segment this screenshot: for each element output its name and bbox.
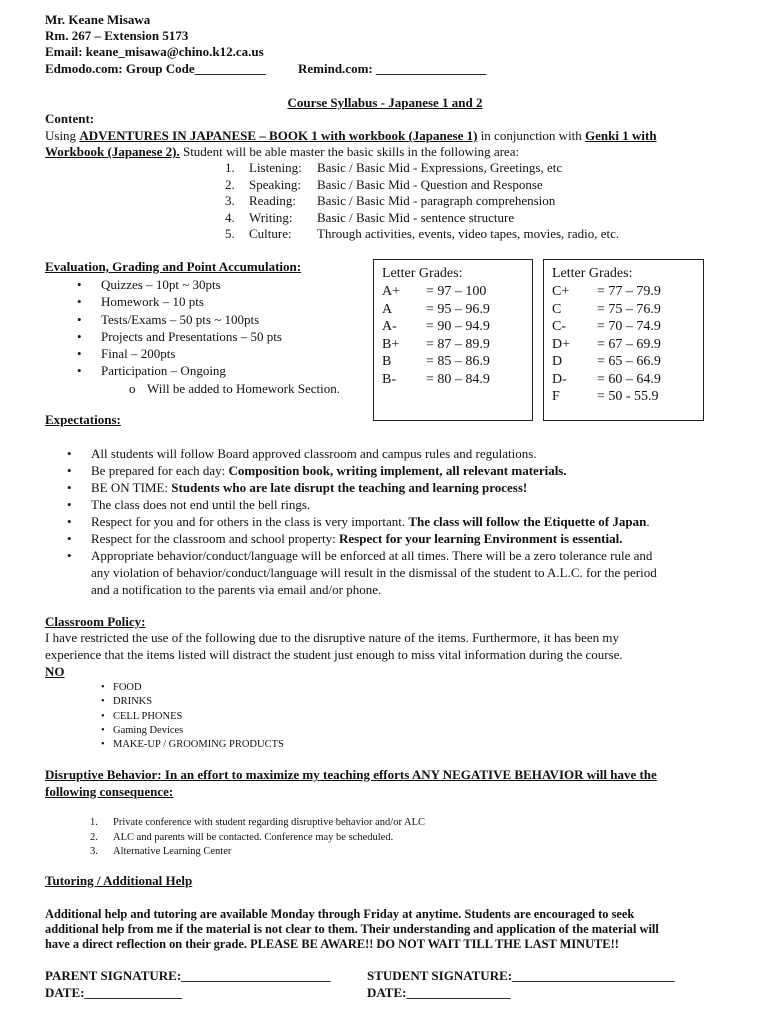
tutoring-text-line: have a direct reflection on their grade. PLEASE BE AWARE!! DO NOT WAIT TILL THE LAST MINUTE!! (45, 937, 619, 951)
content-text: Student will be able master the basic skills in the following area: (179, 144, 520, 159)
policy-item: • DRINKS (101, 696, 153, 708)
expectation-text: Be prepared for each day: (91, 463, 229, 478)
grade-letter: D (552, 354, 563, 369)
disruptive-heading: Disruptive Behavior: In an effort to maximize my teaching efforts ANY NEGATIVE BEHAVIOR will have the (45, 767, 657, 782)
content-line-1 (45, 128, 657, 144)
grade-range: = 77 – 79.9 (597, 284, 661, 299)
skill-number: 4. (225, 209, 235, 225)
grade-range: = 95 – 96.9 (426, 301, 490, 317)
skill-number: 3. (225, 193, 235, 208)
expectation-item: • Be prepared for each day: Composition book, writing implement, all relevant materials. (67, 463, 567, 478)
page-title: Course Syllabus - Japanese 1 and 2 (287, 95, 483, 110)
grade-range: = 85 – 86.9 (426, 354, 490, 369)
evaluation-item-text: Homework – 10 pts (101, 294, 204, 310)
evaluation-item: • Final – 200pts (77, 346, 176, 362)
room-extension: Rm. 267 – Extension 5173 (45, 28, 189, 43)
expectation-item: • BE ON TIME: Students who are late disrupt the teaching and learning process! (67, 480, 528, 495)
content-heading: Content: (45, 111, 95, 126)
skill-number: 2. (225, 176, 235, 192)
grade-letter: B- (382, 371, 396, 387)
expectation-text: and a notification to the parents via email and/or phone. (91, 582, 382, 597)
expectation-text: Respect for the classroom and school property: (91, 531, 340, 546)
evaluation-item: • Tests/Exams – 50 pts ~ 100pts (77, 311, 260, 327)
grade-range: = 87 – 89.9 (426, 336, 490, 352)
evaluation-item: • Projects and Presentations – 50 pts (77, 328, 282, 344)
expectation-text: any violation of behavior/conduct/language will result in the dismissal of the student to A.L.C. for the period (91, 565, 657, 580)
disruptive-heading-cont: following consequence: (45, 784, 174, 799)
content-line-2 (45, 144, 519, 160)
student-signature-field[interactable]: STUDENT SIGNATURE:_________________________ (367, 968, 675, 983)
evaluation-item: • Quizzes – 10pt ~ 30pts (77, 277, 221, 292)
expectation-text: The class does not end until the bell rings. (91, 497, 311, 512)
letter-grades-box-1 (373, 259, 533, 421)
evaluation-item-text: Final – 200pts (101, 346, 176, 362)
edmodo-code: Edmodo.com: Group Code___________ (45, 61, 267, 76)
expectation-text: Respect for you and for others in the class is very important. (91, 514, 409, 529)
expectation-item: • Appropriate behavior/conduct/language will be enforced at all times. There will be a zero tolerance rule and (67, 548, 653, 563)
expectation-item: • All students will follow Board approved classroom and campus rules and regulations. (67, 446, 537, 461)
skill-name: Speaking: (249, 176, 301, 192)
policy-item-text: FOOD (113, 682, 142, 693)
skill-number: 5. (225, 226, 235, 241)
expectation-item: • Respect for you and for others in the class is very important. The class will follow the Etiquette of Japan. (67, 514, 650, 529)
tutoring-text-line: Additional help and tutoring are available Monday through Friday at anytime. Students are encouraged to seek (45, 907, 635, 921)
consequence-text: Private conference with student regarding disruptive behavior and/or ALC (113, 817, 425, 828)
grade-letter: A+ (382, 284, 401, 299)
expectation-emphasis: Composition book, writing implement, all relevant materials. (228, 463, 567, 478)
expectation-item: • The class does not end until the bell rings. (67, 497, 311, 512)
consequence-number: 3. (90, 846, 98, 857)
policy-item: • CELL PHONES (101, 710, 183, 722)
policy-item-text: DRINKS (113, 696, 153, 708)
skill-desc: Basic / Basic Mid - Expressions, Greetings, etc (317, 160, 563, 175)
grade-letter: C- (552, 319, 566, 334)
skill-desc: Basic / Basic Mid - Question and Response (317, 176, 543, 192)
grade-range: = 80 – 84.9 (426, 371, 490, 387)
expectations-list (67, 445, 657, 598)
expectation-emphasis: Students who are late disrupt the teaching and learning process! (171, 480, 528, 495)
grade-letter: C (552, 301, 562, 317)
evaluation-item-text: Participation – Ongoing (101, 363, 226, 379)
evaluation-item-text: Tests/Exams – 50 pts ~ 100pts (101, 311, 260, 327)
expectations-heading: Expectations: (45, 412, 121, 427)
expectation-emphasis: The class will follow the Etiquette of Japan (408, 514, 647, 529)
skill-desc: Basic / Basic Mid - paragraph comprehension (317, 193, 556, 208)
letter-grades-heading: Letter Grades: (382, 266, 463, 281)
policy-item: • MAKE-UP / GROOMING PRODUCTS (101, 739, 284, 751)
content-text: Using (45, 128, 80, 143)
expectation-continuation (91, 581, 657, 598)
parent-date-field[interactable]: DATE:_______________ (45, 985, 182, 1000)
skill-desc: Through activities, events, video tapes, movies, radio, etc. (317, 226, 620, 241)
evaluation-item-text: Projects and Presentations – 50 pts (101, 328, 282, 344)
policy-item-text: Gaming Devices (113, 724, 184, 736)
policy-items-list (101, 681, 284, 752)
grade-range: = 90 – 94.9 (426, 319, 490, 334)
consequence-number: 2. (90, 831, 98, 843)
expectation-text: BE ON TIME: (91, 480, 172, 495)
expectation-text: . (646, 514, 650, 529)
teacher-name: Mr. Keane Misawa (45, 12, 151, 27)
evaluation-item: • Participation – Ongoing (77, 363, 226, 379)
policy-item-text: CELL PHONES (113, 710, 183, 722)
teacher-email: Email: keane_misawa@chino.k12.ca.us (45, 44, 264, 59)
grade-letter: F (552, 389, 560, 404)
grade-range: = 60 – 64.9 (597, 371, 661, 387)
skill-number: 1. (225, 160, 235, 175)
evaluation-subitem: o Will be added to Homework Section. (129, 380, 340, 396)
policy-heading: Classroom Policy: (45, 614, 146, 629)
grade-letter: A (382, 301, 393, 317)
evaluation-list (77, 276, 340, 397)
policy-item: • FOOD (101, 682, 142, 693)
grade-letter: D- (552, 371, 567, 387)
skill-name: Writing: (249, 209, 293, 225)
consequence-text: Alternative Learning Center (113, 846, 232, 857)
grade-range: = 75 – 76.9 (597, 301, 661, 317)
evaluation-item-text: Quizzes – 10pt ~ 30pts (101, 277, 221, 292)
grade-range: = 97 – 100 (426, 284, 487, 299)
policy-text-line: experience that the items listed will distract the student just enough to miss vital information during the course. (45, 647, 623, 662)
book-genki: Genki 1 with (585, 128, 657, 143)
skill-desc: Basic / Basic Mid - sentence structure (317, 209, 515, 225)
content-text: in conjunction with (477, 128, 586, 143)
grade-letter: A- (382, 319, 397, 334)
expectation-item: • Respect for the classroom and school property: Respect for your learning Environment is essential. (67, 531, 623, 546)
grade-range: = 65 – 66.9 (597, 354, 661, 369)
evaluation-heading: Evaluation, Grading and Point Accumulation: (45, 259, 302, 274)
consequence-text: ALC and parents will be contacted. Conference may be scheduled. (113, 831, 394, 843)
book-genki-workbook: Workbook (Japanese 2). (45, 144, 180, 159)
policy-text-line: I have restricted the use of the following due to the disruptive nature of the items. Furthermore, it has been my (45, 630, 620, 645)
letter-grades-box-2 (543, 259, 704, 421)
grade-letter: B+ (382, 336, 400, 352)
skill-name: Culture: (249, 226, 292, 241)
grade-letter: B (382, 354, 392, 369)
consequence-number: 1. (90, 817, 98, 828)
grade-letter: D+ (552, 336, 571, 352)
evaluation-item: • Homework – 10 pts (77, 294, 204, 310)
grade-range: = 67 – 69.9 (597, 336, 661, 352)
policy-item: • Gaming Devices (101, 724, 184, 736)
tutoring-heading: Tutoring / Additional Help (45, 873, 193, 888)
policy-item-text: MAKE-UP / GROOMING PRODUCTS (113, 739, 284, 751)
book-adventures: ADVENTURES IN JAPANESE – BOOK 1 with workbook (Japanese 1) (79, 128, 478, 143)
grade-letter: C+ (552, 284, 570, 299)
letter-grades-heading: Letter Grades: (552, 266, 633, 281)
expectation-continuation (91, 564, 657, 581)
expectation-text: Appropriate behavior/conduct/language will be enforced at all times. There will be a zero tolerance rule and (91, 548, 653, 563)
evaluation-subitem-text: Will be added to Homework Section. (147, 380, 340, 396)
skill-name: Listening: (249, 160, 302, 175)
skill-name: Reading: (249, 193, 296, 208)
student-date-field[interactable]: DATE:________________ (367, 985, 511, 1000)
expectation-text: All students will follow Board approved classroom and campus rules and regulations. (91, 446, 537, 461)
remind-code: Remind.com: _________________ (298, 61, 487, 76)
expectation-emphasis: Respect for your learning Environment is essential. (339, 531, 623, 546)
grade-range: = 70 – 74.9 (597, 319, 661, 334)
parent-signature-field[interactable]: PARENT SIGNATURE:_______________________ (45, 968, 331, 983)
policy-no-label: NO (45, 664, 65, 679)
tutoring-text-line: additional help from me if the material is not clear to them. Their understanding and application of the material will (45, 922, 659, 936)
grade-range: = 50 - 55.9 (597, 389, 659, 404)
